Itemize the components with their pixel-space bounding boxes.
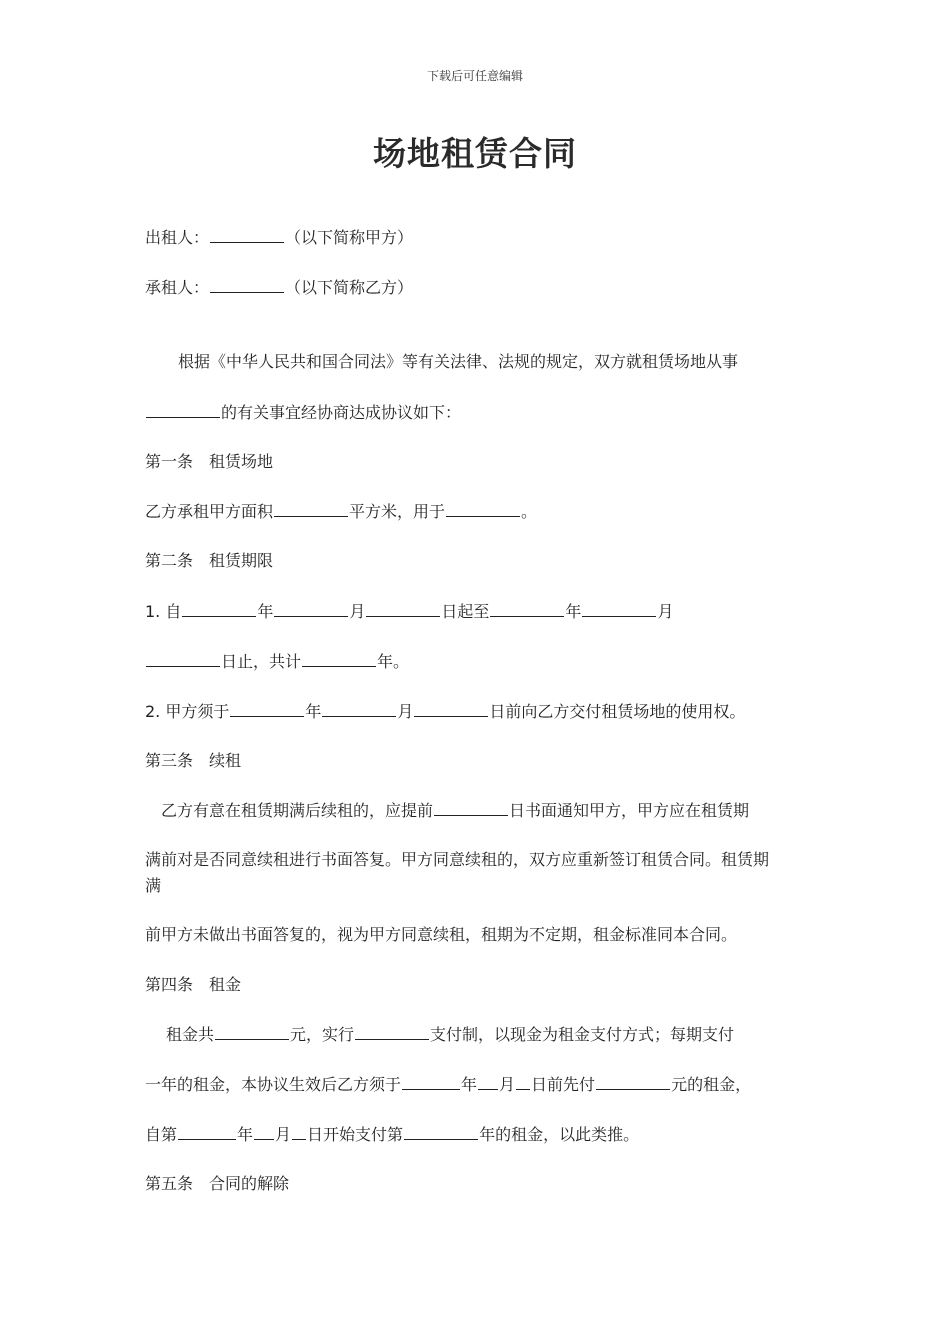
article-3-line-2: 满前对是否同意续租进行书面答复。甲方同意续租的，双方应重新签订租赁合同。租赁期: [145, 850, 770, 869]
header-note: 下载后可任意编辑: [426, 69, 523, 83]
item-text: 年。: [377, 652, 410, 671]
article-5-heading: 第五条 合同的解除: [145, 1174, 290, 1193]
lessor-label: 出租人：: [145, 228, 210, 247]
item-text: 自第: [145, 1125, 178, 1144]
lessee-suffix: （以下简称乙方）: [285, 278, 414, 297]
prepay-amount-blank[interactable]: [596, 1073, 670, 1090]
item-text: 年的租金，以此类推。: [479, 1125, 640, 1144]
delivery-year-blank[interactable]: [230, 700, 304, 717]
article-3-line-3: 前甲方未做出书面答复的，视为甲方同意续租，租期为不定期，租金标准同本合同。: [145, 925, 738, 944]
article-1-body: [145, 500, 537, 523]
item-text: 年: [461, 1075, 478, 1094]
item-text: 月: [349, 602, 366, 621]
lessor-line: [145, 226, 413, 249]
start-year-blank[interactable]: [182, 600, 256, 617]
payment-cycle-blank[interactable]: [355, 1023, 429, 1040]
article-2-item-2: [145, 700, 745, 723]
period-number-blank[interactable]: [404, 1123, 478, 1140]
end-day-blank[interactable]: [146, 650, 220, 667]
next-month-blank[interactable]: [254, 1123, 274, 1140]
item-text: 一年的租金，本协议生效后乙方须于: [145, 1075, 402, 1094]
item-text: 甲方须于: [165, 702, 230, 721]
end-year-blank[interactable]: [490, 600, 564, 617]
area-blank[interactable]: [274, 500, 348, 517]
article-1-text-1: 乙方承租甲方面积: [145, 502, 274, 521]
item-text: 日前先付: [531, 1075, 596, 1094]
item-text: 日开始支付第: [307, 1125, 404, 1144]
lessee-line: [145, 276, 413, 299]
item-number: 1.: [145, 602, 161, 621]
usage-blank[interactable]: [446, 500, 520, 517]
article-3-heading: 第三条 续租: [145, 751, 242, 770]
prepay-month-blank[interactable]: [478, 1073, 498, 1090]
item-text: 乙方有意在租赁期满后续租的，应提前: [161, 801, 434, 820]
article-4-line-3: [145, 1123, 639, 1146]
start-month-blank[interactable]: [274, 600, 348, 617]
article-2-item-1: [145, 600, 673, 623]
next-year-blank[interactable]: [178, 1123, 236, 1140]
item-text: 元，实行: [290, 1025, 355, 1044]
lessor-name-blank[interactable]: [210, 226, 284, 243]
total-years-blank[interactable]: [302, 650, 376, 667]
delivery-month-blank[interactable]: [322, 700, 396, 717]
business-blank[interactable]: [146, 401, 220, 418]
item-text: 租金共: [166, 1025, 215, 1044]
article-3-line-2-wrap: 满: [145, 876, 162, 895]
article-3-line-1: [161, 799, 749, 822]
document-title: 场地租赁合同: [373, 134, 577, 173]
item-text: 年: [257, 602, 274, 621]
lessee-label: 承租人：: [145, 278, 210, 297]
item-text: 自: [165, 602, 182, 621]
intro-line-2: [145, 401, 461, 424]
lessee-name-blank[interactable]: [210, 276, 284, 293]
article-2-heading: 第二条 租赁期限: [145, 551, 274, 570]
article-1-text-2: 平方米，用于: [349, 502, 446, 521]
item-text: 年: [237, 1125, 254, 1144]
item-text: 月: [275, 1125, 292, 1144]
prepay-year-blank[interactable]: [402, 1073, 460, 1090]
prepay-day-blank[interactable]: [516, 1073, 530, 1090]
rent-total-blank[interactable]: [215, 1023, 289, 1040]
article-4-heading: 第四条 租金: [145, 975, 242, 994]
delivery-day-blank[interactable]: [414, 700, 488, 717]
end-month-blank[interactable]: [582, 600, 656, 617]
lessor-suffix: （以下简称甲方）: [285, 228, 414, 247]
item-text: 支付制，以现金为租金支付方式；每期支付: [430, 1025, 735, 1044]
item-text: 年: [565, 602, 582, 621]
next-day-blank[interactable]: [292, 1123, 306, 1140]
item-text: 元的租金，: [671, 1075, 752, 1094]
start-day-blank[interactable]: [366, 600, 440, 617]
item-text: 日起至: [441, 602, 490, 621]
article-2-item-1-cont: [145, 650, 409, 673]
article-4-line-1: [166, 1023, 734, 1046]
intro-line-2-text: 的有关事宜经协商达成协议如下：: [221, 403, 462, 422]
item-text: 月: [397, 702, 414, 721]
article-1-text-3: 。: [521, 502, 538, 521]
item-text: 日前向乙方交付租赁场地的使用权。: [489, 702, 746, 721]
item-text: 月: [499, 1075, 516, 1094]
item-text: 年: [305, 702, 322, 721]
item-text: 日止，共计: [221, 652, 302, 671]
intro-line-1: 根据《中华人民共和国合同法》等有关法律、法规的规定，双方就租赁场地从事: [178, 352, 739, 371]
article-4-line-2: [145, 1073, 751, 1096]
item-text: 月: [657, 602, 674, 621]
article-1-heading: 第一条 租赁场地: [145, 452, 274, 471]
item-number: 2.: [145, 702, 161, 721]
notice-days-blank[interactable]: [434, 799, 508, 816]
item-text: 日书面通知甲方，甲方应在租赁期: [509, 801, 750, 820]
